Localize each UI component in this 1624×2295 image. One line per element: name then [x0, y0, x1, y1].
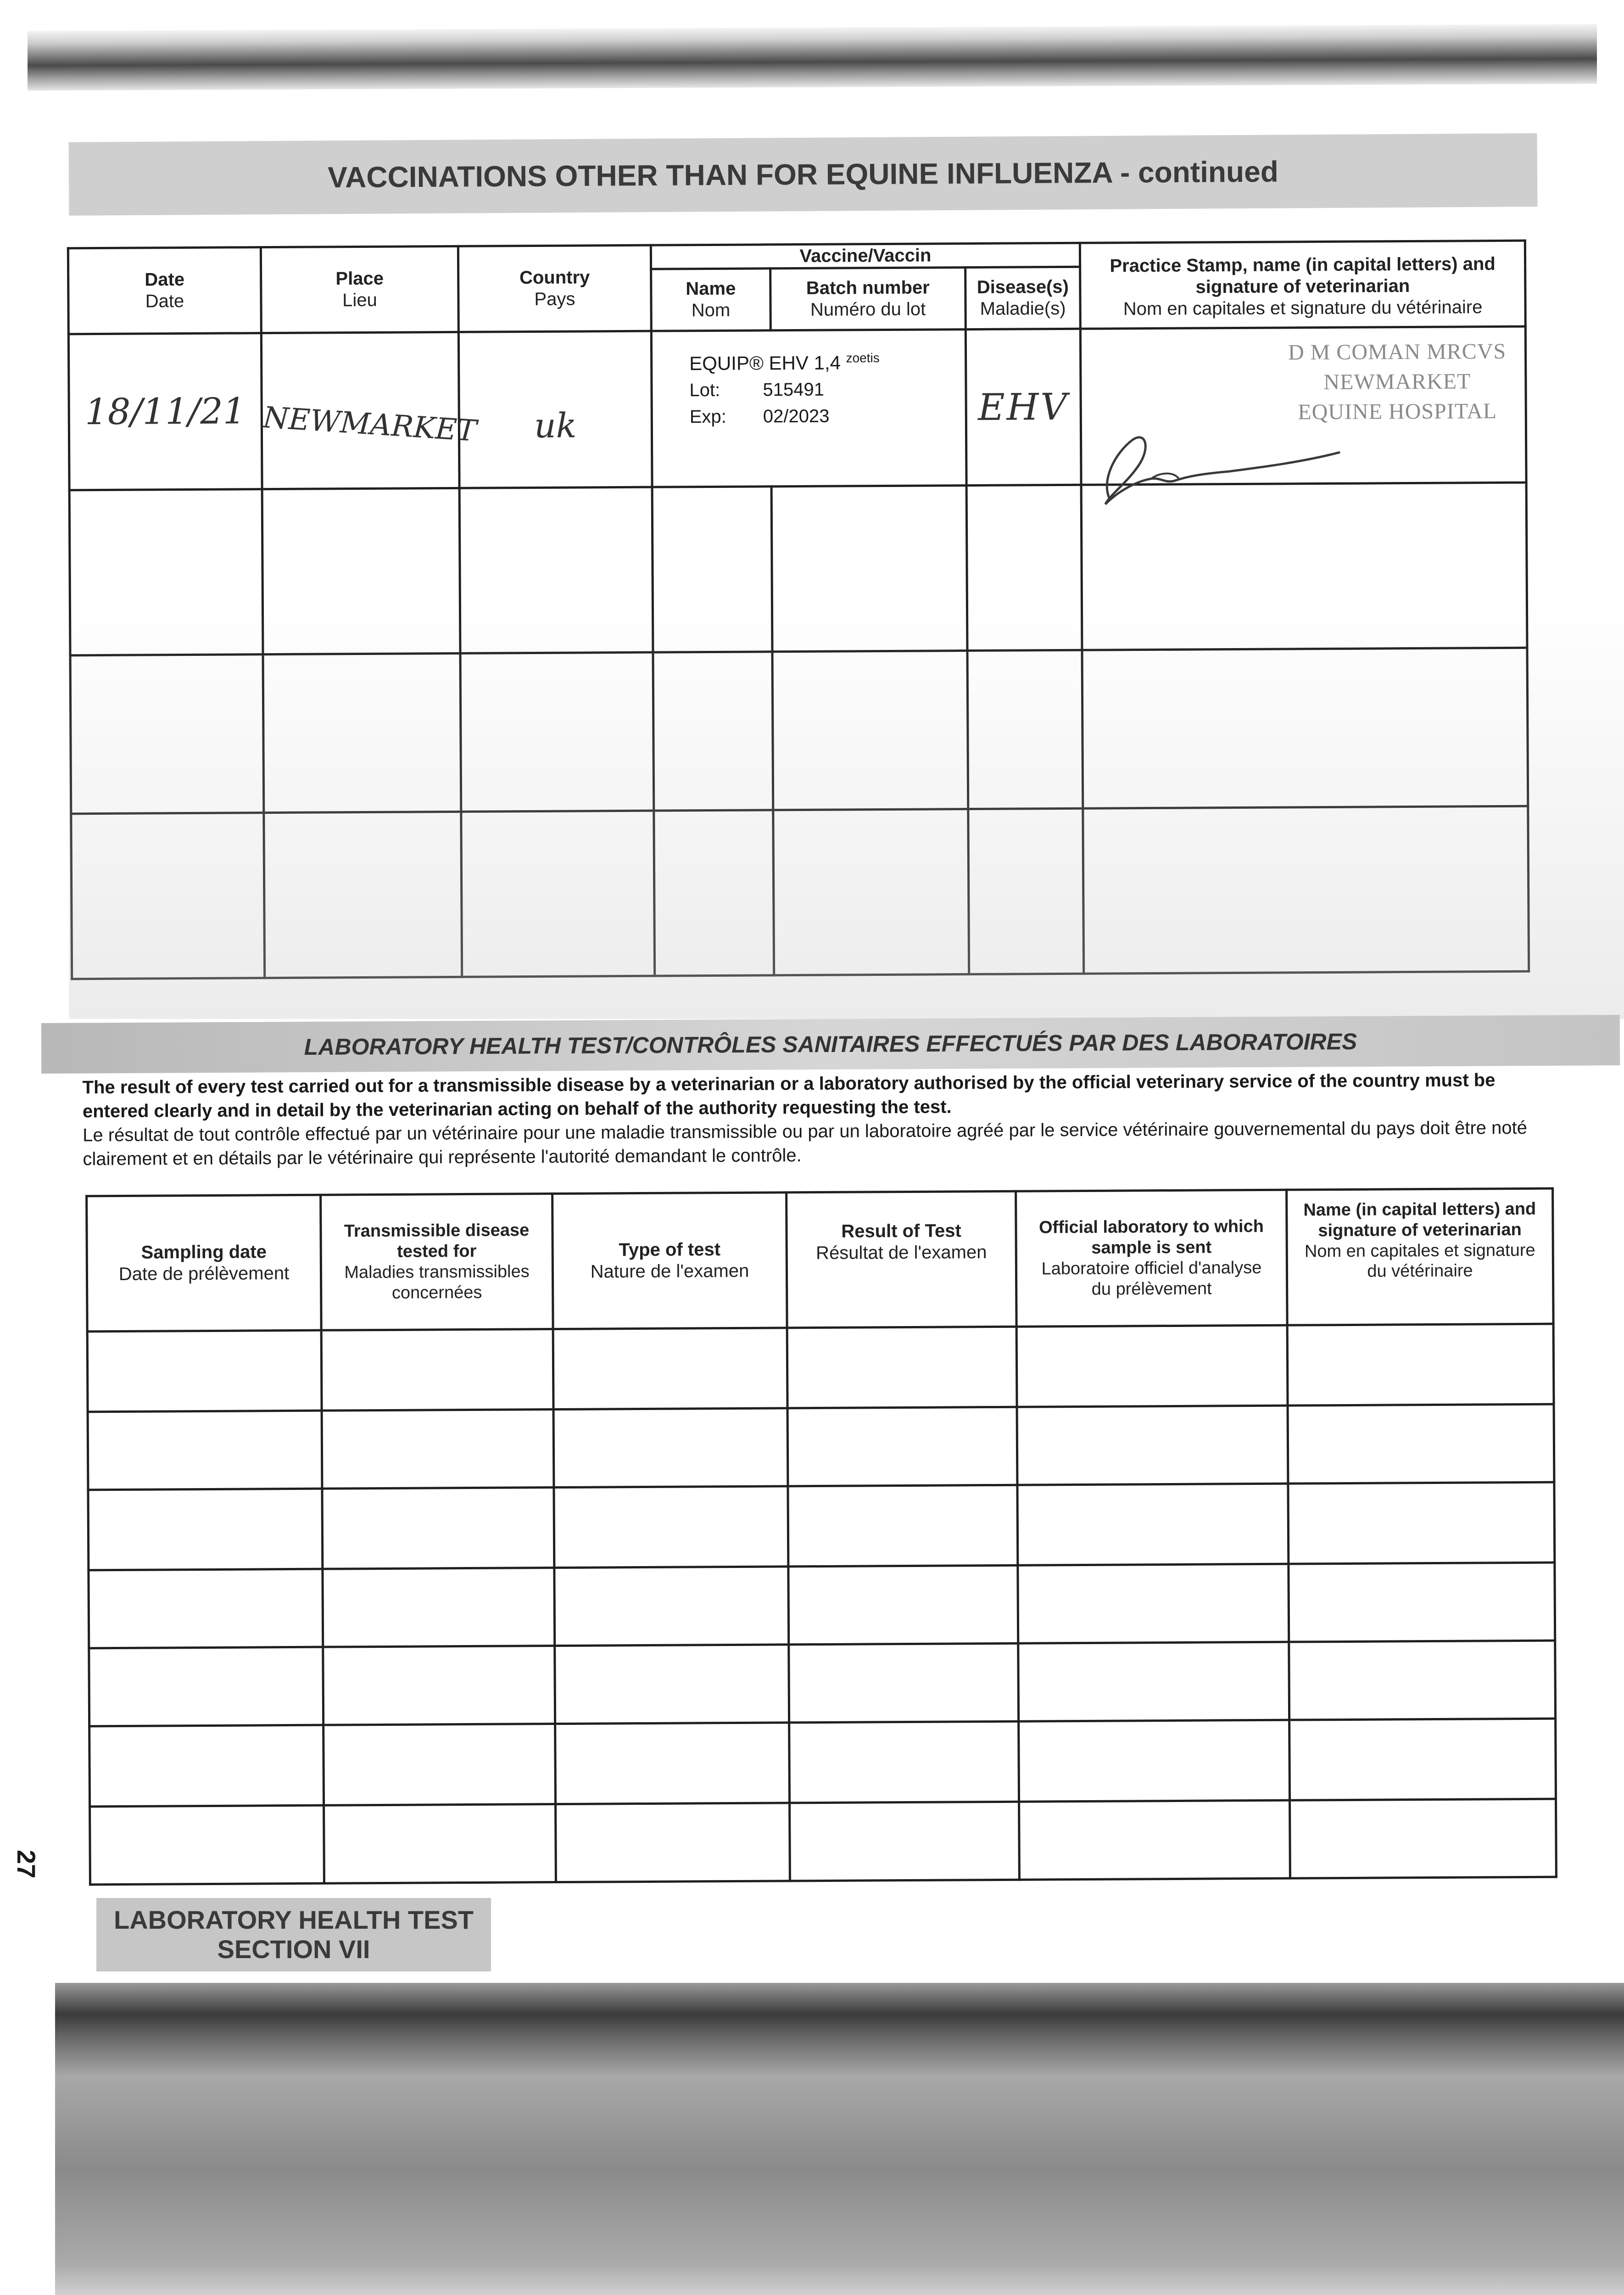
entry-disease: EHV — [965, 329, 1081, 485]
lab-row — [90, 1799, 1557, 1885]
header-transmissible-disease: Transmissible disease tested for Maladies transmissibles concernées — [321, 1194, 553, 1331]
lab-row — [89, 1640, 1556, 1726]
scan-edge-bottom — [55, 1983, 1624, 2295]
lab-row — [89, 1718, 1556, 1807]
section-label — [96, 1898, 491, 1971]
veterinarian-signature — [1082, 397, 1367, 518]
lab-row — [89, 1562, 1555, 1648]
page-number: 27 — [12, 1850, 41, 1879]
header-veterinarian-name: Name (in capital letters) and signature of veterinarian Nom en capitales et signature du vétérinaire — [1287, 1188, 1554, 1325]
section-number: SECTION VII — [217, 1935, 370, 1964]
header-result-of-test: Result of Test Résultat de l'examen — [787, 1191, 1017, 1328]
entry-place: NEWMARKET — [261, 332, 459, 489]
header-practice-stamp: Practice Stamp, name (in capital letters) and signature of veterinarian Nom en capitales et signature du vétérinaire — [1080, 241, 1525, 329]
vaccination-table — [67, 240, 1530, 980]
page-title: VACCINATIONS OTHER THAN FOR EQUINE INFLUENZA - continued — [69, 133, 1538, 216]
entry-stamp-signature — [1080, 326, 1526, 485]
laboratory-table — [85, 1187, 1557, 1886]
practice-stamp: D M COMAN MRCVS NEWMARKET EQUINE HOSPITAL — [1288, 339, 1507, 425]
header-disease: Disease(s) Maladie(s) — [965, 267, 1081, 329]
lab-row — [87, 1324, 1554, 1412]
header-place: Place Lieu — [261, 246, 458, 333]
vaccine-maker: zoetis — [846, 351, 880, 365]
header-sampling-date: Sampling date Date de prélèvement — [87, 1195, 322, 1332]
entry-country: uk — [458, 331, 652, 488]
header-vaccine-group: Vaccine/Vaccin — [651, 243, 1080, 269]
entry-date: 18/11/21 — [68, 333, 262, 490]
lab-row — [88, 1404, 1554, 1490]
exp-label: Exp: — [689, 406, 726, 427]
vaccination-row — [68, 326, 1526, 490]
header-country: Country Pays — [458, 245, 651, 332]
header-date: Date Date — [68, 247, 261, 334]
exp-value: 02/2023 — [763, 406, 830, 427]
lot-value: 515491 — [763, 379, 825, 400]
scan-edge-top — [28, 24, 1597, 91]
vaccine-name: EQUIP® EHV 1,4 — [689, 352, 841, 375]
lab-section-banner: LABORATORY HEALTH TEST/CONTRÔLES SANITAIRES EFFECTUÉS PAR DES LABORATOIRES — [41, 1015, 1620, 1074]
lot-label: Lot: — [689, 380, 720, 401]
entry-vaccine-sticker — [651, 330, 966, 487]
section-title: LABORATORY HEALTH TEST — [114, 1905, 474, 1934]
header-official-laboratory: Official laboratory to which sample is sent Laboratoire officiel d'analyse du prélèvement — [1016, 1190, 1288, 1327]
lab-notice-en: The result of every test carried out for a transmissible disease by a veterinarian or a laboratory authorised by the official veterinary service of the country must be entered clearly and in detail by the veterinarian acting on behalf of the authority requesting the test. — [82, 1070, 1496, 1122]
header-type-of-test: Type of test Nature de l'examen — [552, 1192, 787, 1329]
header-vaccine-name: Name Nom — [651, 269, 771, 331]
lab-row — [88, 1482, 1555, 1570]
header-batch-number: Batch number Numéro du lot — [770, 268, 966, 330]
lab-notice — [82, 1068, 1560, 1171]
lab-notice-fr: Le résultat de tout contrôle effectué par un vétérinaire pour une maladie transmissible ou par un laboratoire agréé par le service vétérinaire gouvernemental du pays doit être noté clairement et en détails par le vétérinaire qui représente l'autorité demandant le contrôle. — [83, 1117, 1528, 1170]
